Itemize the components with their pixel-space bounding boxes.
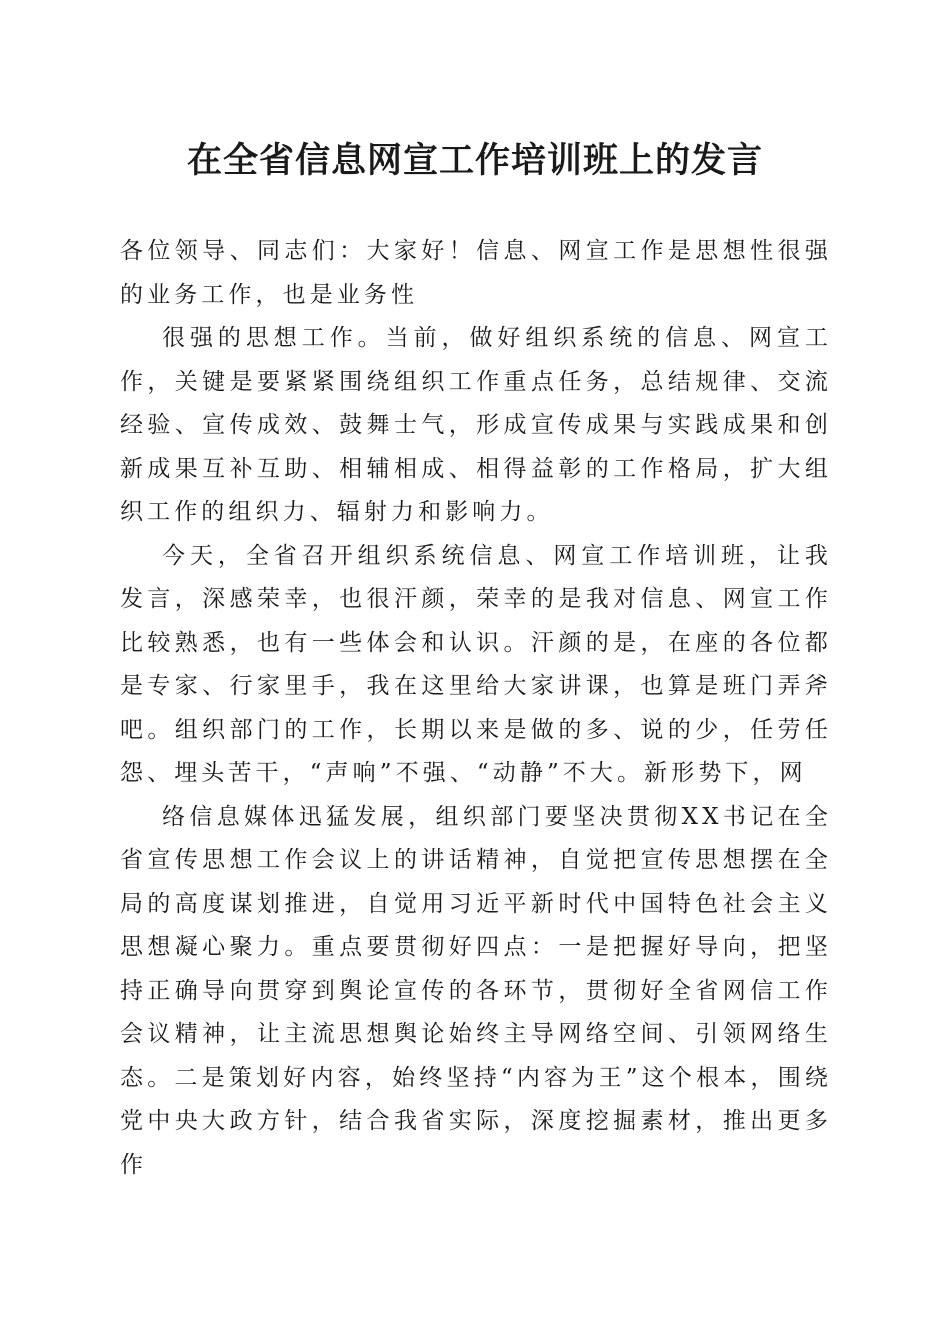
paragraph-2: 很强的思想工作。当前，做好组织系统的信息、网宣工作，关键是要紧紧围绕组织工作重点任务，总结规律、交流经验、宣传成效、鼓舞士气，形成宣传成果与实践成果和创新成果互补互助、相辅相成、相得益彰的工作格局，扩大组织工作的组织力、辐射力和影响力。	[120, 325, 832, 525]
document-body	[120, 230, 832, 1187]
paragraph-4: 络信息媒体迅猛发展，组织部门要坚决贯彻XX书记在全省宣传思想工作会议上的讲话精神，自觉把宣传思想摆在全局的高度谋划推进，自觉用习近平新时代中国特色社会主义思想凝心聚力。重点要贯彻好四点：一是把握好导向，把坚持正确导向贯穿到舆论宣传的各环节，贯彻好全省网信工作会议精神，让主流思想舆论始终主导网络空间、引领网络生态。二是策划好内容，始终坚持“内容为王”这个根本，围绕党中央大政方针，结合我省实际，深度挖掘素材，推出更多作	[120, 803, 832, 1178]
paragraph-1: 各位领导、同志们：大家好！信息、网宣工作是思想性很强的业务工作，也是业务性	[120, 238, 832, 308]
paragraph-3: 今天，全省召开组织系统信息、网宣工作培训班，让我发言，深感荣幸，也很汗颜，荣幸的是我对信息、网宣工作比较熟悉，也有一些体会和认识。汗颜的是，在座的各位都是专家、行家里手，我在这里给大家讲课，也算是班门弄斧吧。组织部门的工作，长期以来是做的多、说的少，任劳任怨、埋头苦干，“声响”不强、“动静”不大。新形势下，网	[120, 542, 832, 786]
document-title: 在全省信息网宣工作培训班上的发言	[186, 140, 763, 181]
